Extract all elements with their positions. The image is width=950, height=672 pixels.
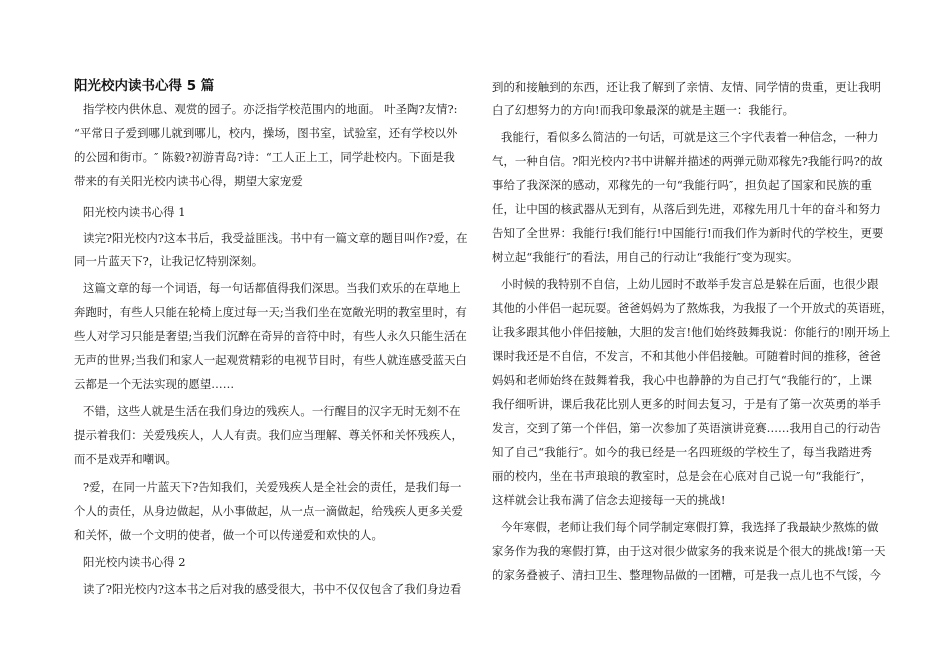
text-line: 家务作为我的寒假打算，由于这对很少做家务的我来说是个很大的挑战!第一天: [492, 544, 886, 558]
text-line: 事给了我深深的感动，邓稼先的一句“我能行吗″，担负起了国家和民族的重: [492, 178, 872, 192]
text-line: 树立起“我能行″的看法，用自己的行动让“我能行″变为现实。: [492, 250, 799, 264]
text-line: 妈妈和老师始终在鼓舞着我，我心中也静静的为自己打气“我能行的″，上课: [492, 373, 872, 387]
text-line: 这样就会让我布满了信念去迎接每一天的挑战!: [492, 493, 726, 507]
text-line: 发言，交到了第一个伴侣，第一次参加了英语演讲竞赛……我用自己的行动告: [492, 421, 881, 435]
text-line: 知了自己“我能行″。如今的我已经是一名四班级的学校生了，每当我踏进秀: [492, 445, 872, 459]
text-line: 小时候的我特别不自信，上幼儿园时不敢举手发言总是躲在后面，也很少跟: [501, 277, 879, 291]
document-title: 阳光校内读书心得 5 篇: [74, 78, 215, 94]
text-line: 我仔细听讲，课后我花比别人更多的时间去复习，于是有了第一次英勇的举手: [492, 397, 881, 411]
text-line: 阳光校内读书心得 1: [83, 205, 186, 219]
text-line: 云都是一个无法实现的愿望……: [74, 377, 235, 391]
text-line: 读完?阳光校内?这本书后，我受益匪浅。书中有一篇文章的题目叫作?爱，在: [83, 231, 468, 245]
text-line: 个人的责任，从身边做起，从小事做起，从一点一滴做起，给残疾人更多关爱: [74, 504, 463, 518]
text-line: 和关怀，做一个文明的使者，做一个可以传递爱和欢快的人。: [74, 528, 383, 542]
text-line: 指学校内供休息、观赏的园子。亦泛指学校范围内的地面。 叶圣陶?友情?:: [83, 102, 458, 116]
text-line: 的公园和街市。″ 陈毅?初游青岛?诗：“工人正上工，同学赴校内。下面是我: [74, 150, 455, 164]
text-line: 的家务叠被子、清扫卫生、整理物品做的一团糟，可是我一点儿也不气馁，今: [492, 568, 881, 582]
text-line: 告知了全世界：我能行!我们能行!中国能行!而我们作为新时代的学校生，更要: [492, 226, 884, 240]
text-line: 提示着我们：关爱残疾人，人人有责。我们应当理解、尊关怀和关怀残疾人，: [74, 428, 463, 442]
text-line: 我能行，看似多么简洁的一句话，可就是这三个字代表着一种信念，一种力: [501, 130, 879, 144]
text-line: 带来的有关阳光校内读书心得，期望大家宠爱: [74, 174, 303, 188]
text-line: 任，让中国的核武器从无到有，从落后到先进，邓稼先用几十年的奋斗和努力: [492, 202, 881, 216]
text-line: 今年寒假，老师让我们每个同学制定寒假打算，我选择了我最缺少熬炼的做: [501, 520, 879, 534]
text-line: 课时我还是不自信，不发言，不和其他小伴侣接触。可随着时间的推移，爸爸: [492, 349, 881, 363]
text-line: “平常日子爱到哪儿就到哪儿，校内，操场，图书室，试验室，还有学校以外: [74, 126, 458, 140]
text-line: 丽的校内，坐在书声琅琅的教室时，总是会在心底对自己说一句“我能行″，: [492, 469, 872, 483]
text-line: 些人对学习只能是奢望;当我们沉醉在奇异的音符中时，有些人永久只能生活在: [74, 329, 467, 343]
text-line: 其他的小伴侣一起玩耍。爸爸妈妈为了熬炼我，为我报了一个开放式的英语班，: [492, 301, 893, 315]
text-line: 读了?阳光校内?这本书之后对我的感受很大，书中不仅仅包含了我们身边看: [83, 582, 462, 596]
text-line: 同一片蓝天下?，让我记忆特别深刻。: [74, 254, 264, 268]
text-line: ?爱，在同一片蓝天下?告知我们，关爱残疾人是全社会的责任，是我们每一: [83, 480, 462, 494]
text-line: 到的和接触到的东西，还让我了解到了亲情、友情、同学情的贵重，更让我明: [492, 80, 881, 94]
text-line: 让我多跟其他小伴侣接触，大胆的发言!他们始终鼓舞我说：你能行的!刚开场上: [492, 325, 891, 339]
text-line: 奔跑时，有些人只能在轮椅上度过每一天;当我们坐在宽敞光明的教室里时，有: [74, 305, 467, 319]
text-line: 阳光校内读书心得 2: [83, 555, 186, 569]
text-line: 白了幻想努力的方向!而我印象最深的就是主题一：我能行。: [492, 103, 795, 117]
text-line: 而不是戏弄和嘲讽。: [74, 452, 177, 466]
text-line: 无声的世界;当我们和家人一起观赏精彩的电视节目时，有些人就连感受蓝天白: [74, 353, 467, 367]
text-line: 不错，这些人就是生活在我们身边的残疾人。一行醒目的汉字无时无刻不在: [83, 404, 461, 418]
text-line: 这篇文章的每一个词语，每一句话都值得我们深思。当我们欢乐的在草地上: [83, 281, 461, 295]
text-line: 气，一种自信。?阳光校内?书中讲解并描述的两弹元勋邓稼先?我能行吗?的故: [492, 154, 883, 168]
